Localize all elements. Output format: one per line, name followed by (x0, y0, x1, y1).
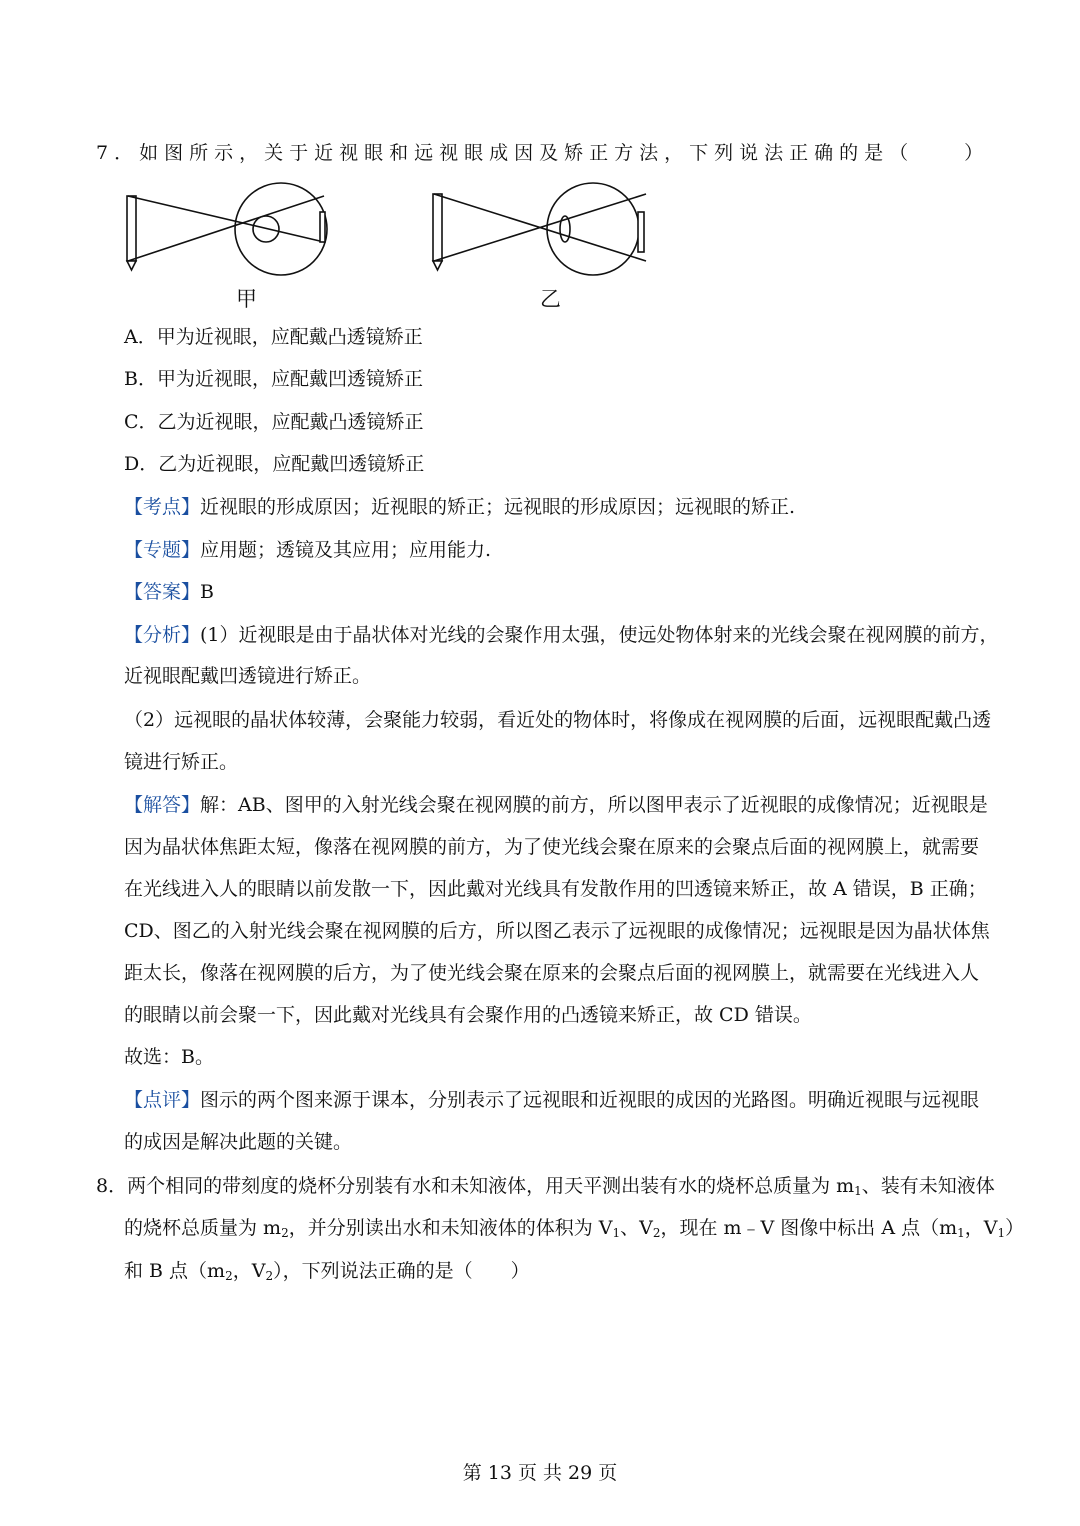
q8-l2-f: ） (1005, 1217, 1025, 1239)
eye-diagram-figure (118, 178, 678, 278)
q7-fenxi-line-3: （2）远视眼的晶状体较薄，会聚能力较弱，看近处的物体时，将像成在视网膜的后面，远视眼配戴凸透 (124, 709, 992, 731)
q8-l2-sub4: 1 (957, 1226, 965, 1240)
q7-jieda-line-1 (124, 793, 988, 817)
q8-l1-a: 8．两个相同的带刻度的烧杯分别装有水和未知液体，用天平测出装有水的烧杯总质量为 m (96, 1175, 855, 1197)
kaodian-text: 近视眼的形成原因；近视眼的矫正；远视眼的形成原因；远视眼的矫正. (200, 496, 796, 518)
figure-label-yi: 乙 (540, 287, 561, 311)
q8-l2-e: ，V (964, 1217, 998, 1239)
q7-jieda-line-6: 的眼睛以前会聚一下，因此戴对光线具有会聚作用的凸透镜来矫正，故 CD 错误。 (124, 1004, 812, 1026)
dianping-tag: 【点评】 (124, 1089, 201, 1111)
q7-jieda-line-4: CD、图乙的入射光线会聚在视网膜的后方，所以图乙表示了远视眼的成像情况；远视眼是因为晶状体焦 (124, 920, 990, 942)
jieda-text-1: 解：AB、图甲的入射光线会聚在视网膜的前方，所以图甲表示了近视眼的成像情况；近视眼是 (200, 794, 988, 816)
fenxi-text-1: (1）近视眼是由于晶状体对光线的会聚作用太强，使远处物体射来的光线会聚在视网膜的前方， (200, 624, 999, 646)
object-pencil-right (433, 194, 442, 261)
figure-label-jia: 甲 (236, 287, 257, 311)
q8-line-1 (96, 1174, 995, 1198)
q7-option-c: C．乙为近视眼，应配戴凸透镜矫正 (124, 411, 424, 433)
q8-l2-sub3: 2 (652, 1226, 661, 1240)
q7-kaodian (124, 495, 795, 519)
image-left (320, 212, 325, 242)
zhuanti-text: 应用题；透镜及其应用；应用能力. (200, 539, 492, 561)
eyeball-left (235, 183, 327, 275)
q7-option-b: B．甲为近视眼，应配戴凹透镜矫正 (124, 368, 423, 390)
q7-fenxi-line-1 (124, 623, 999, 647)
q8-l3-c: ），下列说法正确的是（ ） (273, 1260, 530, 1282)
jieda-tag: 【解答】 (124, 794, 201, 816)
q7-option-d: D．乙为近视眼，应配戴凹透镜矫正 (124, 453, 425, 475)
q7-jieda-line-3: 在光线进入人的眼睛以前发散一下，因此戴对光线具有发散作用的凹透镜来矫正，故 A 错误，B 正确； (124, 878, 987, 900)
q7-daan (124, 580, 214, 604)
myopia-eye-diagram (127, 183, 327, 275)
q8-l2-sub2: 1 (612, 1226, 621, 1240)
q7-jieda-line-5: 距太长，像落在视网膜的后方，为了使光线会聚在原来的会聚点后面的视网膜上，就需要在光线进入人 (124, 962, 980, 984)
q7-dianping-line-1 (124, 1088, 979, 1112)
q7-jieda-line-7: 故选：B。 (124, 1046, 214, 1068)
page-footer: 第 13 页 共 29 页 (462, 1462, 618, 1484)
dianping-text-1: 图示的两个图来源于课本，分别表示了远视眼和近视眼的成因的光路图。明确近视眼与远视眼 (200, 1089, 980, 1111)
q7-fenxi-line-4: 镜进行矫正。 (124, 751, 239, 773)
q8-l1-b: 、装有未知液体 (861, 1175, 995, 1197)
q8-l3-b: ，V (232, 1260, 266, 1282)
zhuanti-tag: 【专题】 (124, 539, 201, 561)
q7-stem: 7．如图所示，关于近视眼和远视眼成因及矫正方法，下列说法正确的是（ ） (96, 142, 990, 164)
q7-dianping-line-2: 的成因是解决此题的关键。 (124, 1131, 353, 1153)
q7-option-a: A．甲为近视眼，应配戴凸透镜矫正 (124, 326, 423, 348)
q7-fenxi-line-2: 近视眼配戴凹透镜进行矫正。 (124, 665, 372, 687)
daan-text: B (200, 581, 214, 603)
q8-l2-d: ，现在 m﹣V 图像中标出 A 点（m (660, 1217, 958, 1239)
q8-line-2 (124, 1216, 1024, 1240)
q8-l2-sub5: 1 (997, 1226, 1006, 1240)
object-pencil-left (127, 196, 136, 261)
daan-tag: 【答案】 (124, 581, 201, 603)
q8-l2-b: ，并分别读出水和未知液体的体积为 V (288, 1217, 613, 1239)
q8-l3-a: 和 B 点（m (124, 1260, 226, 1282)
kaodian-tag: 【考点】 (124, 496, 201, 518)
image-right (638, 212, 644, 252)
q8-l3-sub1: 2 (225, 1269, 233, 1283)
q7-zhuanti (124, 538, 491, 562)
q7-jieda-line-2: 因为晶状体焦距太短，像落在视网膜的前方，为了使光线会聚在原来的会聚点后面的视网膜上，就需要 (124, 836, 980, 858)
q8-l3-sub2: 2 (265, 1269, 274, 1283)
q8-line-3 (124, 1259, 530, 1283)
q8-l2-c: 、V (620, 1217, 653, 1239)
q8-l1-sub: 1 (854, 1184, 862, 1198)
fenxi-tag: 【分析】 (124, 624, 201, 646)
hyperopia-eye-diagram (433, 183, 646, 275)
q8-l2-sub1: 2 (281, 1226, 289, 1240)
q8-l2-a: 的烧杯总质量为 m (124, 1217, 282, 1239)
